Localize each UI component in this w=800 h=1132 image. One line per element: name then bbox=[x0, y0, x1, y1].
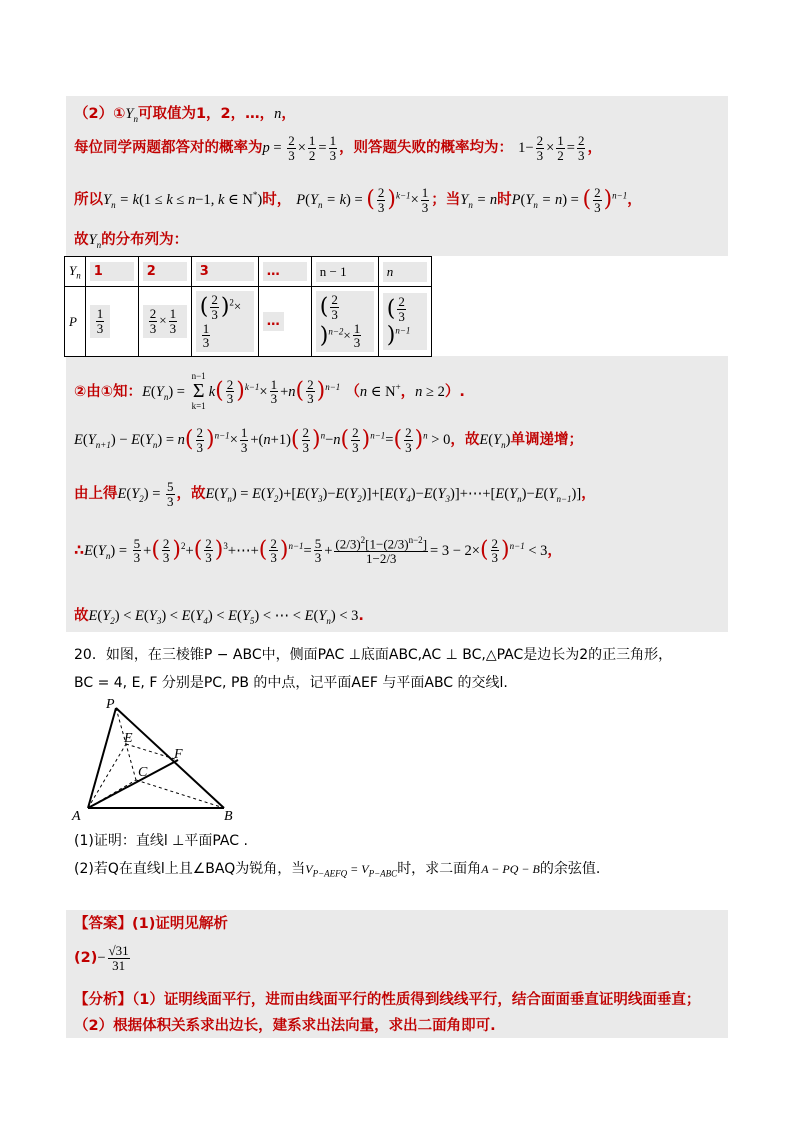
distribution-title: 故$Y_n$的分布列为： bbox=[74, 232, 189, 250]
label-B: B bbox=[224, 809, 233, 824]
conclusion-line: 故$E(Y_2) < E(Y_3) < E(Y_4) < E(Y_5)$ < ⋯ < $E(Y_n) < 3$. bbox=[74, 608, 364, 626]
sum-expansion-line: 由上得$E(Y_2)$ = $\frac{5}{3}$ ，故$E(Y_n)$ = $E(Y_2)+[E(Y_3)-E(Y_2)]+[E(Y_4)-E(Y_3)]+\cdots+[E(Y_n)-E(Y_{n-1})]$， bbox=[74, 479, 596, 509]
expectation-line: ②由①知：$E(Y_n)$ = n−1 Σ k=1 k( $\frac{2}{3}$ )$^{k-1}$× $\frac{1}{3}$ +n( $\frac{2}{3}$ )$^{n-1}$ （n ∈ N+，n ≥ 2）. bbox=[74, 371, 465, 412]
distribution-formula-line: 所以$Y_n = k(1 \le k \le n-1$, k ∈ N*)时， $P(Y_n = k)$ = ( $\frac{2}{3}$ )$^{k-1}$× $\frac{1}{3}$ ；当$Y_n = n$时$P(Y_n = n)$ = ( $\frac{2}{3}$ )$^{n-1}$， bbox=[74, 185, 642, 215]
subquestion-2: (2)若Q在直线l上且∠BAQ为锐角，当$V_{P-AEFQ} = V_{P-ABC}$时，求二面角A − PQ − B的余弦值. bbox=[74, 861, 601, 879]
analysis-line2: （2）根据体积关系求出边长，建系求出法向量，求出二面角即可. bbox=[74, 1018, 496, 1034]
answer-part2: (2)− $\frac{√31}{31}$ bbox=[74, 943, 129, 973]
subquestion-1: (1)证明：直线l ⊥平面PAC . bbox=[74, 833, 248, 849]
label-E: E bbox=[124, 731, 133, 746]
label-C: C bbox=[138, 765, 148, 780]
table-row-label: $Y_n$ bbox=[65, 257, 86, 287]
problem-20-line1: 20．如图，在三棱锥P − ABC中，侧面PAC ⊥底面ABC,AC ⊥ BC,△PAC是边长为2的正三角形， bbox=[74, 647, 673, 663]
label-A: A bbox=[72, 809, 81, 824]
tetrahedron-figure bbox=[66, 696, 246, 826]
difference-line: $E(Y_{n+1}) - E(Y_n) = n$( $\frac{2}{3}$ )$^{n-1}$× $\frac{1}{3}$ +(n+1)( $\frac{2}{3}$ )$^n$−n( $\frac{2}{3}$ )$^{n-1}$=( $\frac{2}{3}$ )$^n$ > 0，故$E(Y_n)$单调递增； bbox=[74, 425, 583, 455]
prob-line: 每位同学两题都答对的概率为p = $\frac{2}{3}$ × $\frac{1}{2}$ = $\frac{1}{3}$ ，则答题失败的概率均为： 1− $\frac{2}{3}$ × $\frac{1}{2}$ = $\frac{2}{3}$ ， bbox=[74, 133, 602, 163]
label-F: F bbox=[174, 747, 183, 762]
analysis-line1: 【分析】（1）证明线面平行，进而由线面平行的性质得到线线平行，结合面面垂直证明线面垂直； bbox=[74, 992, 701, 1008]
answer-head: 【答案】(1)证明见解析 bbox=[74, 916, 228, 932]
label-P: P bbox=[106, 697, 115, 712]
problem-20-line2: BC = 4, E, F 分别是PC, PB 的中点，记平面AEF 与平面ABC 的交线l. bbox=[74, 675, 508, 691]
part2-head: $(2)①Y_n$可取值为1，2，…，n， bbox=[74, 106, 296, 124]
geometric-sum-line: $\therefore E(Y_n)$ = $\frac{5}{3}$ +( $\frac{2}{3}$ )$^2$+( $\frac{2}{3}$ )$^3$+⋯+( $\frac{2}{3}$ )$^{n-1}$= $\frac{5}{3}$ + $\frac{(2/3)^2[1-(2/3)^{n-2}]}{1-2/3}$ = 3 − 2×( $\frac{2}{3}$ )$^{n-1}$ < 3， bbox=[74, 535, 562, 566]
distribution-table: $Y_n$ 1 2 3 … n − 1 n P $\frac{1}{3}$ $\frac{2}{3}$ × $\frac{1}{3}$ ( $\frac{2}{3}$ )$^2$× $\frac{1}{3}$ … ( $\frac{2}{3}$ )$^{n-2}$× $\frac{1}{3}$ ( $\frac{2}{3}$ )$^{n-1}$ bbox=[64, 256, 432, 357]
